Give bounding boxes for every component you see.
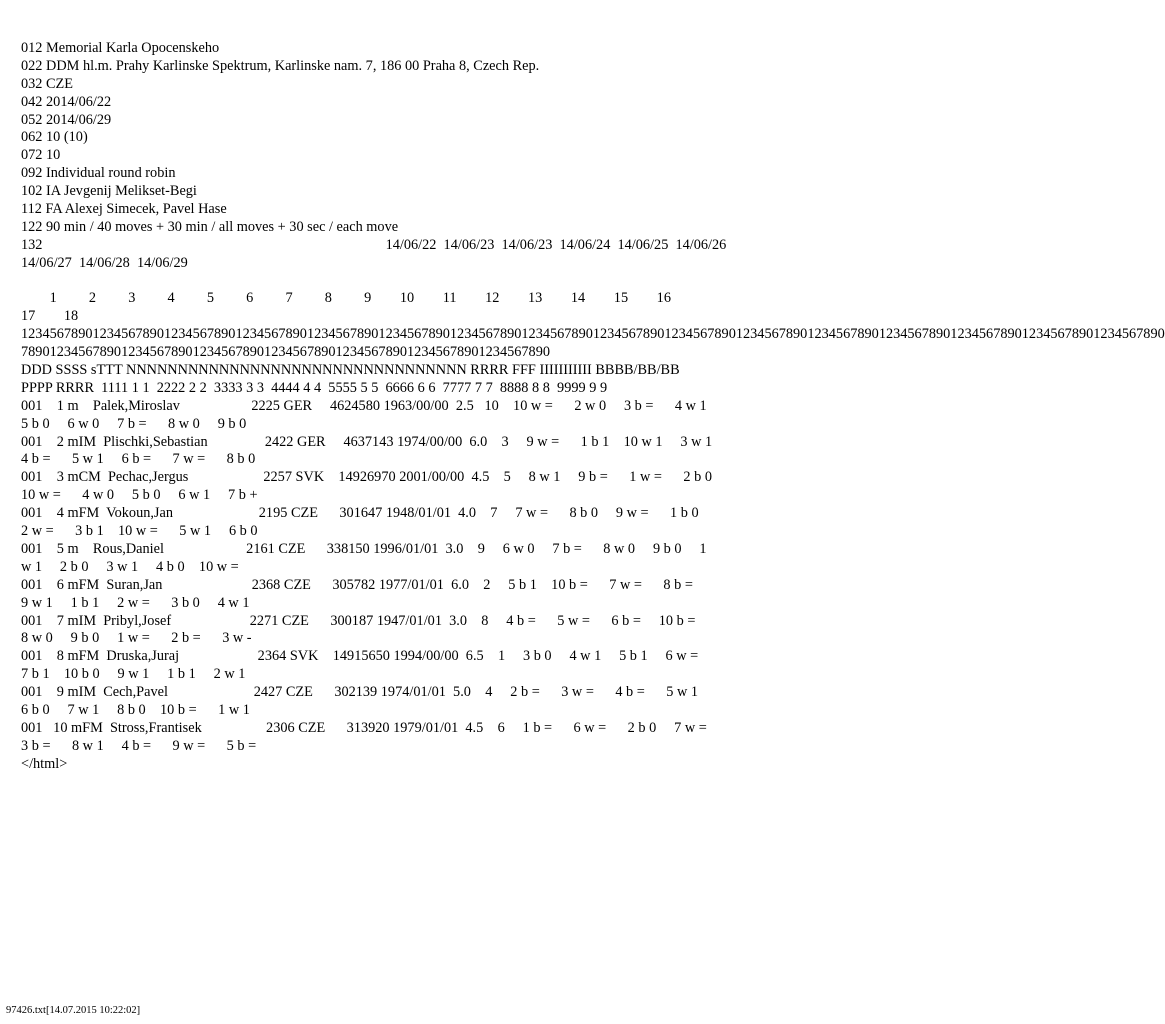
ruler-line: PPPP RRRR 1111 1 1 2222 2 2 3333 3 3 4444 4 4 5555 5 5 6666 6 6 7777 7 7 8888 8 8 9999 9 9	[21, 379, 608, 396]
header-line: 112 FA Alexej Simecek, Pavel Hase	[21, 201, 227, 218]
player-line: 5 b 0 6 w 0 7 b = 8 w 0 9 b 0	[21, 415, 247, 432]
ruler-line: 17 18	[21, 308, 79, 325]
ruler-line: 1 2 3 4 5 6 7 8 9 10 11 12 13 14 15 16	[21, 290, 671, 307]
ruler-line: DDD SSSS sTTT NNNNNNNNNNNNNNNNNNNNNNNNNNNNNNNNN RRRR FFF IIIIIIIIIII BBBB/BB/BB	[21, 362, 680, 379]
player-line: 001 3 mCM Pechac,Jergus 2257 SVK 14926970 2001/00/00 4.5 5 8 w 1 9 b = 1 w = 2 b 0	[21, 469, 712, 486]
document-body	[21, 40, 1165, 774]
player-line: 10 w = 4 w 0 5 b 0 6 w 1 7 b +	[21, 487, 258, 504]
player-line: 001 10 mFM Stross,Frantisek 2306 CZE 313920 1979/01/01 4.5 6 1 b = 6 w = 2 b 0 7 w =	[21, 719, 707, 736]
player-line: 001 2 mIM Plischki,Sebastian 2422 GER 4637143 1974/00/00 6.0 3 9 w = 1 b 1 10 w 1 3 w 1	[21, 433, 713, 450]
ruler-line: 1234567890123456789012345678901234567890123456789012345678901234567890123456789012345678901234567890123456789012345678901234567890123456789012345678901234567890	[21, 326, 1165, 343]
player-line: 8 w 0 9 b 0 1 w = 2 b = 3 w -	[21, 630, 252, 647]
player-line: 001 6 mFM Suran,Jan 2368 CZE 305782 1977/01/01 6.0 2 5 b 1 10 b = 7 w = 8 b =	[21, 576, 693, 593]
player-line: 2 w = 3 b 1 10 w = 5 w 1 6 b 0	[21, 523, 258, 540]
player-line: 001 7 mIM Pribyl,Josef 2271 CZE 300187 1947/01/01 3.0 8 4 b = 5 w = 6 b = 10 b =	[21, 612, 696, 629]
blank-line	[21, 273, 781, 291]
player-line: 9 w 1 1 b 1 2 w = 3 b 0 4 w 1	[21, 594, 250, 611]
closing-tag-text: </html>	[21, 755, 68, 772]
header-line: 072 10	[21, 147, 61, 164]
player-line: w 1 2 b 0 3 w 1 4 b 0 10 w =	[21, 558, 239, 575]
ruler-line: 78901234567890123456789012345678901234567890123456789012345678901234567890	[21, 344, 550, 361]
player-line: 7 b 1 10 b 0 9 w 1 1 b 1 2 w 1	[21, 666, 246, 683]
header-line: 092 Individual round robin	[21, 165, 176, 182]
player-line: 001 5 m Rous,Daniel 2161 CZE 338150 1996/01/01 3.0 9 6 w 0 7 b = 8 w 0 9 b 0 1	[21, 540, 707, 557]
player-line: 001 1 m Palek,Miroslav 2225 GER 4624580 1963/00/00 2.5 10 10 w = 2 w 0 3 b = 4 w 1	[21, 397, 707, 414]
player-line: 001 4 mFM Vokoun,Jan 2195 CZE 301647 1948/01/01 4.0 7 7 w = 8 b 0 9 w = 1 b 0	[21, 505, 699, 522]
header-line: 042 2014/06/22	[21, 93, 112, 110]
header-line: 032 CZE	[21, 75, 74, 92]
print-footer: 97426.txt[14.07.2015 10:22:02]	[6, 1005, 141, 1016]
player-line: 001 8 mFM Druska,Juraj 2364 SVK 14915650 1994/00/00 6.5 1 3 b 0 4 w 1 5 b 1 6 w =	[21, 648, 699, 665]
header-line: 122 90 min / 40 moves + 30 min / all moves + 30 sec / each move	[21, 218, 399, 235]
column-ruler	[21, 290, 1165, 397]
header-line: 132 14/06/22 14/06/23 14/06/23 14/06/24 14/06/25 14/06/26	[21, 236, 727, 253]
player-line: 6 b 0 7 w 1 8 b 0 10 b = 1 w 1	[21, 701, 250, 718]
header-line: 022 DDM hl.m. Prahy Karlinske Spektrum, Karlinske nam. 7, 186 00 Praha 8, Czech Rep.	[21, 57, 540, 74]
player-line: 3 b = 8 w 1 4 b = 9 w = 5 b =	[21, 737, 257, 754]
header-line: 062 10 (10)	[21, 129, 88, 146]
player-line: 001 9 mIM Cech,Pavel 2427 CZE 302139 1974/01/01 5.0 4 2 b = 3 w = 4 b = 5 w 1	[21, 684, 699, 701]
header-line: 052 2014/06/29	[21, 111, 112, 128]
player-line: 4 b = 5 w 1 6 b = 7 w = 8 b 0	[21, 451, 256, 468]
tournament-header	[21, 40, 781, 273]
header-line: 14/06/27 14/06/28 14/06/29	[21, 254, 188, 271]
header-line: 012 Memorial Karla Opocenskeho	[21, 40, 220, 56]
header-line: 102 IA Jevgenij Melikset-Begi	[21, 183, 197, 200]
player-records	[21, 398, 781, 756]
